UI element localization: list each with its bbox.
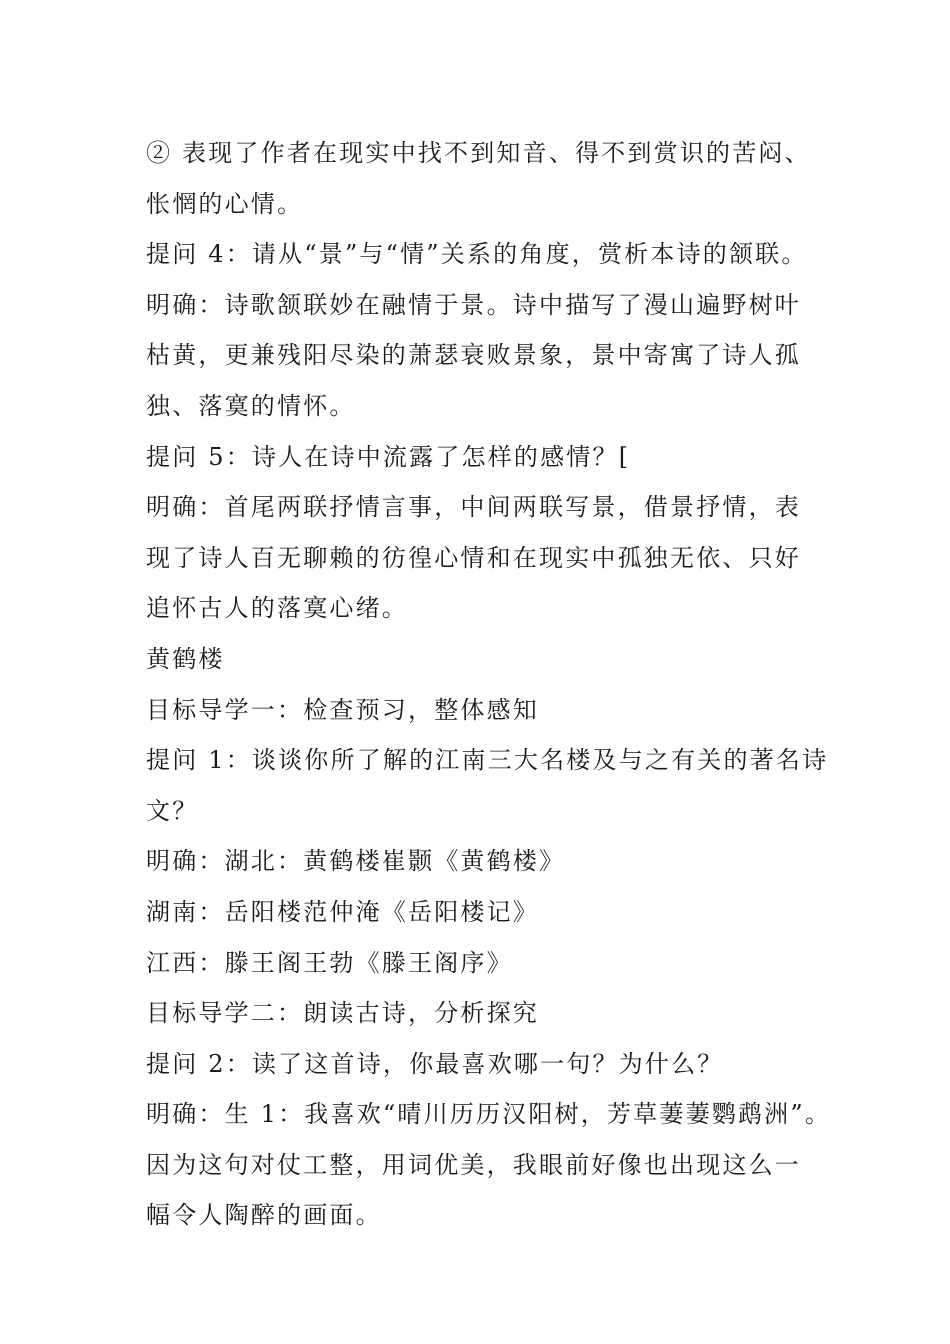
answer-hubei: 明确：湖北：黄鹤楼崔颢《黄鹤楼》 [146,847,566,876]
answer-line-4: 明确：首尾两联抒情言事，中间两联写景，借景抒情，表 [146,493,801,522]
answer-line-6: 追怀古人的落寞心绪。 [146,594,408,623]
answer-student-1-cont: 因为这句对仗工整，用词优美，我眼前好像也出现这么一 [146,1150,801,1179]
question-2-line: 提问 2：读了这首诗，你最喜欢哪一句？为什么？ [146,1049,724,1078]
section-heading: 黄鹤楼 [146,644,225,673]
answer-jiangxi: 江西：滕王阁王勃《滕王阁序》 [146,948,513,977]
question-1-continuation: 文？ [146,796,199,825]
question-5-line: 提问 5：诗人在诗中流露了怎样的感情？[ [146,442,631,471]
answer-student-1-end: 幅令人陶醉的画面。 [146,1201,382,1230]
text-line-2: 怅惘的心情。 [146,189,304,218]
answer-line-2: 枯黄，更兼残阳尽染的萧瑟衰败景象，景中寄寓了诗人孤 [146,341,801,370]
answer-student-1: 明确：生 1：我喜欢“晴川历历汉阳树，芳草萋萋鹦鹉洲”。 [146,1100,832,1129]
goal-heading-1: 目标导学一：检查预习，整体感知 [146,695,539,724]
goal-heading-2: 目标导学二：朗读古诗，分析探究 [146,999,539,1028]
answer-line-3: 独、落寞的情怀。 [146,391,356,420]
question-1-line: 提问 1：谈谈你所了解的江南三大名楼及与之有关的著名诗 [146,746,829,775]
answer-line-5: 现了诗人百无聊赖的彷徨心情和在现实中孤独无依、只好 [146,543,801,572]
text-line-1: ② 表现了作者在现实中找不到知音、得不到赏识的苦闷、 [146,139,811,167]
document-body [146,128,836,1241]
answer-line-1: 明确：诗歌颔联妙在融情于景。诗中描写了漫山遍野树叶 [146,290,801,319]
question-4-line: 提问 4：请从“景”与“情”关系的角度，赏析本诗的颔联。 [146,240,808,269]
answer-hunan: 湖南：岳阳楼范仲淹《岳阳楼记》 [146,897,539,926]
